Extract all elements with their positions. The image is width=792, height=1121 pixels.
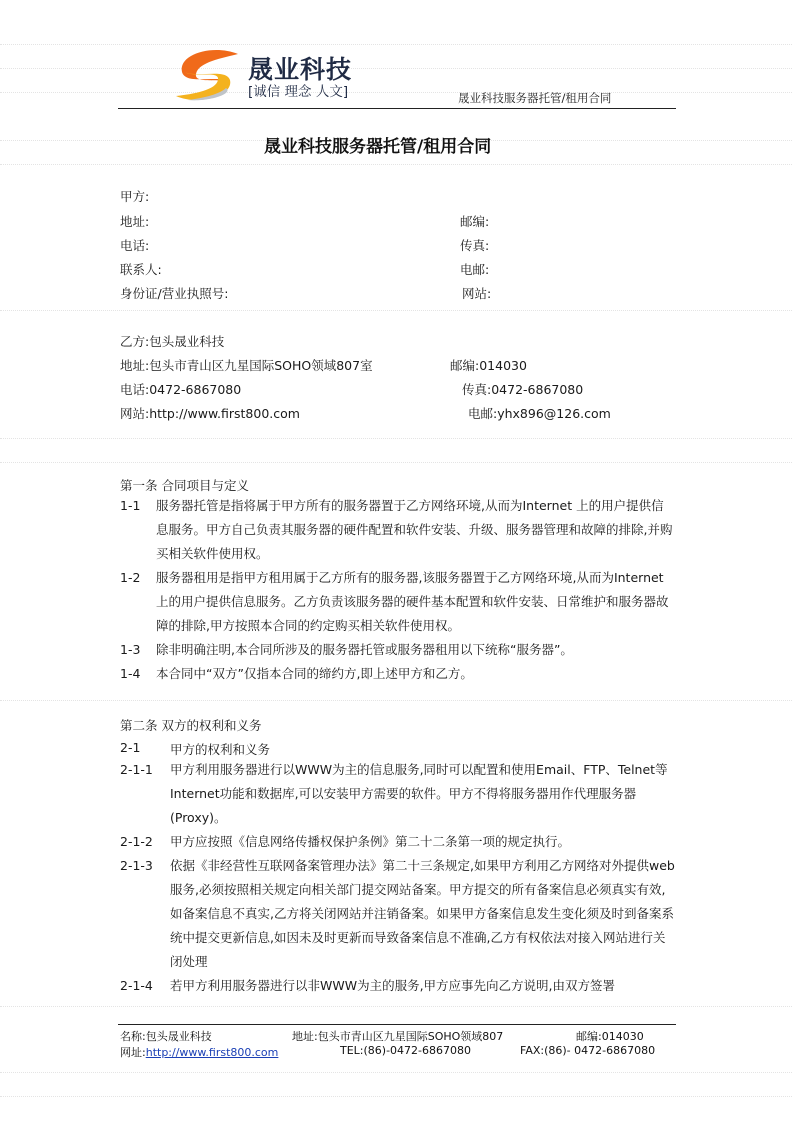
footer-fax: FAX:(86)- 0472-6867080 — [520, 1044, 656, 1057]
clause-number: 1-4 — [120, 666, 141, 681]
sub-section-number: 2-1 — [120, 740, 141, 755]
clause-number: 2-1-3 — [120, 858, 153, 873]
clause-text: 甲方应按照《信息网络传播权保护条例》第二十二条第一项的规定执行。 — [170, 834, 571, 849]
party-a-phone-label: 电话: — [120, 238, 150, 253]
party-a-website-label: 网站: — [462, 286, 492, 301]
clause-2-1-1 — [120, 758, 676, 830]
party-b-name: 乙方:包头晟业科技 — [120, 334, 225, 349]
clause-1-2 — [120, 566, 676, 638]
party-b-fax: 传真:0472-6867080 — [462, 382, 584, 397]
brand-slogan: [诚信 理念 人文] — [248, 84, 349, 100]
clause-text: 甲方利用服务器进行以WWW为主的信息服务,同时可以配置和使用Email、FTP、Telnet等Internet功能和数据库,可以安装甲方需要的软件。甲方不得将服务器用作代理服务器(Proxy)。 — [170, 762, 668, 825]
clause-text: 服务器托管是指将属于甲方所有的服务器置于乙方网络环境,从而为Internet 上的用户提供信息服务。甲方自己负责其服务器的硬件配置和软件安装、升级、服务器管理和故障的排除,并购买相关软件使用权。 — [156, 498, 673, 561]
clause-2-1-2 — [120, 830, 676, 854]
party-a-postcode-label: 邮编: — [460, 214, 490, 229]
footer-website — [120, 1044, 278, 1060]
clause-2-1-4 — [120, 974, 676, 998]
clause-1-4 — [120, 662, 676, 686]
page-title: 晟业科技服务器托管/租用合同 — [264, 137, 492, 157]
clause-2-1-3 — [120, 854, 676, 974]
party-a-id-label: 身份证/营业执照号: — [120, 286, 229, 301]
company-logo — [168, 44, 368, 106]
clause-text: 依据《非经营性互联网备案管理办法》第二十三条规定,如果甲方利用乙方网络对外提供web服务,必须按照相关规定向相关部门提交网站备案。甲方提交的所有备案信息必须真实有效,如备案信息不真实,乙方将关闭网站并注销备案。如果甲方备案信息发生变化须及时到备案系统中提交更新信息,如因未及时更新而导致备案信息不准确,乙方有权依法对接入网站进行关闭处理 — [170, 858, 675, 969]
footer-website-label: 网址: — [120, 1046, 146, 1059]
clause-1-3 — [120, 638, 676, 662]
clause-1-1 — [120, 494, 676, 566]
footer-rule — [118, 1024, 676, 1025]
clause-number: 1-2 — [120, 570, 141, 585]
party-b-postcode: 邮编:014030 — [450, 358, 527, 373]
footer-address: 地址:包头市青山区九星国际SOHO领域807 — [292, 1030, 504, 1043]
sub-section-title: 甲方的权利和义务 — [170, 742, 271, 757]
party-b-phone: 电话:0472-6867080 — [120, 382, 242, 397]
clause-text: 除非明确注明,本合同所涉及的服务器托管或服务器租用以下统称“服务器”。 — [156, 642, 573, 657]
party-a-address-label: 地址: — [120, 214, 150, 229]
footer-tel: TEL:(86)-0472-6867080 — [340, 1044, 472, 1057]
header-rule — [118, 108, 676, 109]
party-b-email: 电邮:yhx896@126.com — [468, 406, 611, 421]
clause-number: 2-1-4 — [120, 978, 153, 993]
header-document-title: 晟业科技服务器托管/租用合同 — [458, 91, 612, 105]
clause-text: 本合同中“双方”仅指本合同的缔约方,即上述甲方和乙方。 — [156, 666, 473, 681]
clause-number: 2-1-2 — [120, 834, 153, 849]
footer-postcode: 邮编:014030 — [576, 1030, 644, 1043]
swirl-logo-icon — [168, 44, 248, 106]
clause-text: 服务器租用是指甲方租用属于乙方所有的服务器,该服务器置于乙方网络环境,从而为Internet 上的用户提供信息服务。乙方负责该服务器的硬件基本配置和软件安装、日常维护和服务器故障的排除,甲方按照本合同的约定购买相关软件使用权。 — [156, 570, 669, 633]
clause-number: 1-3 — [120, 642, 141, 657]
footer-name: 名称:包头晟业科技 — [120, 1030, 212, 1043]
clause-number: 2-1-1 — [120, 762, 153, 777]
clause-number: 1-1 — [120, 498, 141, 513]
party-b-website: 网站:http://www.first800.com — [120, 406, 300, 421]
party-b-address: 地址:包头市青山区九星国际SOHO领域807室 — [120, 358, 373, 373]
party-a-contact-label: 联系人: — [120, 262, 162, 277]
article-1-title: 第一条 合同项目与定义 — [120, 478, 249, 493]
article-2-title: 第二条 双方的权利和义务 — [120, 718, 262, 733]
brand-name: 晟业科技 — [248, 55, 353, 84]
party-a-email-label: 电邮: — [460, 262, 490, 277]
party-a-fax-label: 传真: — [460, 238, 490, 253]
party-a-name-label: 甲方: — [120, 189, 150, 204]
clause-text: 若甲方利用服务器进行以非WWW为主的服务,甲方应事先向乙方说明,由双方签署 — [170, 978, 616, 993]
footer-website-link[interactable]: http://www.first800.com — [145, 1046, 279, 1059]
